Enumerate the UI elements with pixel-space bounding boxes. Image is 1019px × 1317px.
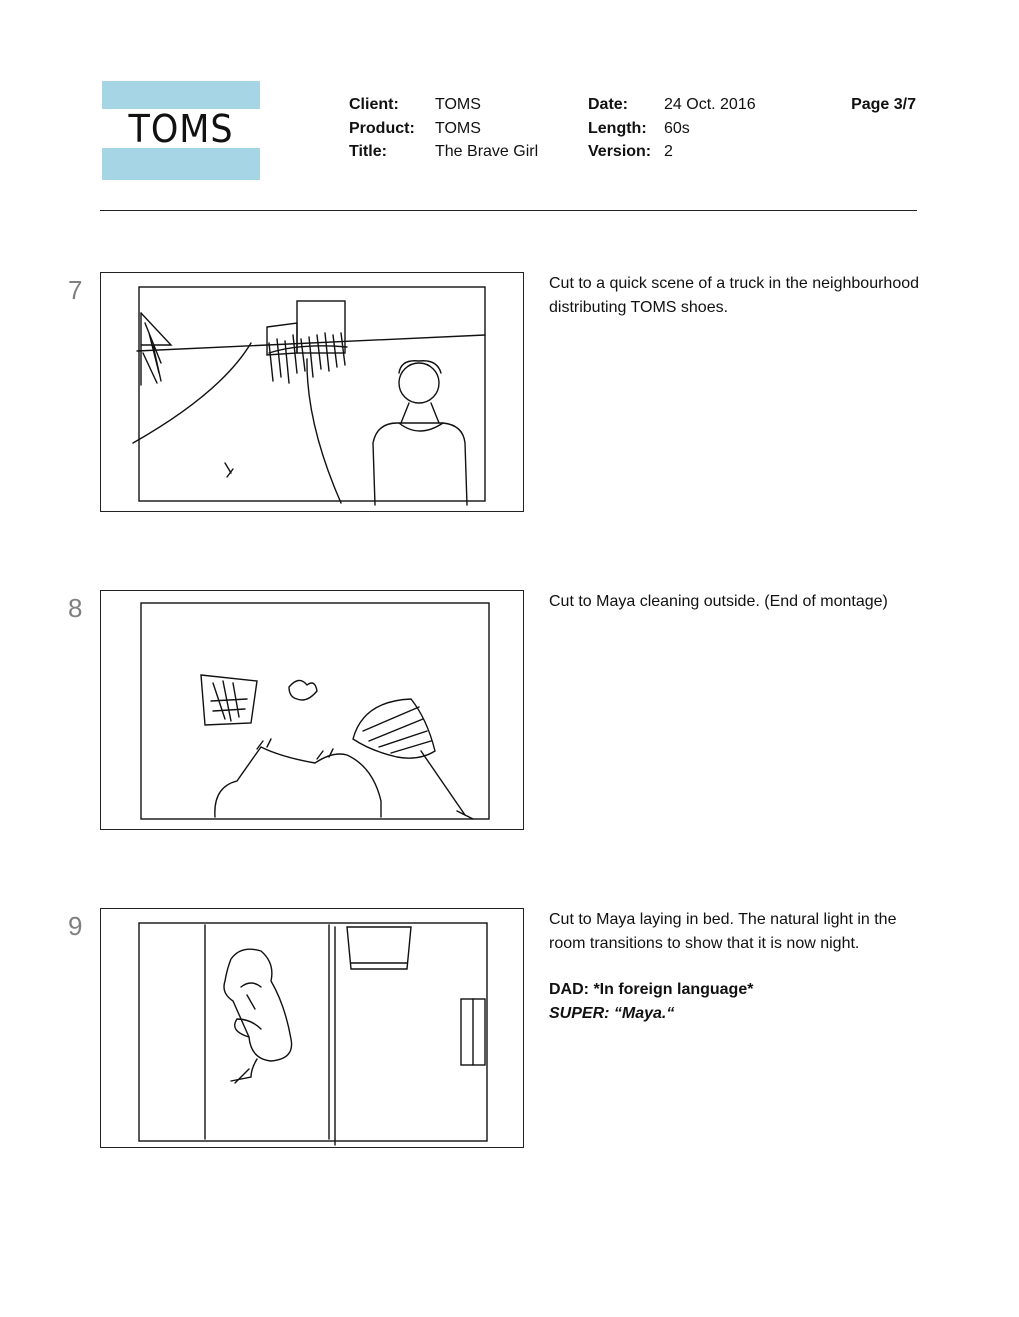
scene-description <box>549 908 919 1025</box>
header-divider <box>100 210 917 211</box>
page-number: Page 3/7 <box>851 96 916 113</box>
length-row <box>588 117 756 141</box>
storyboard-frame <box>100 590 524 830</box>
dad-dialogue: DAD: *In foreign language* <box>549 981 754 998</box>
date-row <box>588 93 756 117</box>
scene-number: 7 <box>68 275 83 305</box>
title-value: The Brave Girl <box>435 143 539 160</box>
logo-band <box>102 106 260 151</box>
description-text: Cut to Maya cleaning outside. (End of montage) <box>549 593 888 610</box>
sweeping-sketch <box>101 591 523 829</box>
scene-description <box>549 590 919 637</box>
storyboard-frame <box>100 272 524 512</box>
logo-wordmark: TOMS <box>128 106 234 151</box>
description-text: Cut to Maya laying in bed. The natural light in the room transitions to show that it is now night. <box>549 911 897 952</box>
client-value: TOMS <box>435 96 481 113</box>
product-label: Product: <box>349 119 415 137</box>
truck-street-sketch <box>101 273 523 511</box>
toms-logo <box>102 81 260 180</box>
version-value: 2 <box>664 143 673 160</box>
client-label: Client: <box>349 96 399 113</box>
date-value: 24 Oct. 2016 <box>664 96 756 113</box>
title-row <box>349 140 538 164</box>
length-value: 60s <box>664 119 690 137</box>
scene-number: 9 <box>68 911 83 941</box>
bedroom-sketch <box>101 909 523 1147</box>
length-label: Length: <box>588 119 647 137</box>
super-text: SUPER: “Maya.“ <box>549 1004 675 1022</box>
scene-number: 8 <box>68 593 83 623</box>
header-meta-right <box>588 93 756 164</box>
client-row <box>349 93 538 117</box>
title-label: Title: <box>349 143 387 160</box>
date-label: Date: <box>588 96 629 113</box>
version-row <box>588 140 756 164</box>
description-text: Cut to a quick scene of a truck in the neighbourhood distributing TOMS shoes. <box>549 275 920 316</box>
version-label: Version: <box>588 143 652 160</box>
header-meta-left <box>349 93 538 164</box>
scene-description <box>549 272 919 342</box>
product-row <box>349 117 538 141</box>
product-value: TOMS <box>435 119 481 137</box>
storyboard-frame <box>100 908 524 1148</box>
